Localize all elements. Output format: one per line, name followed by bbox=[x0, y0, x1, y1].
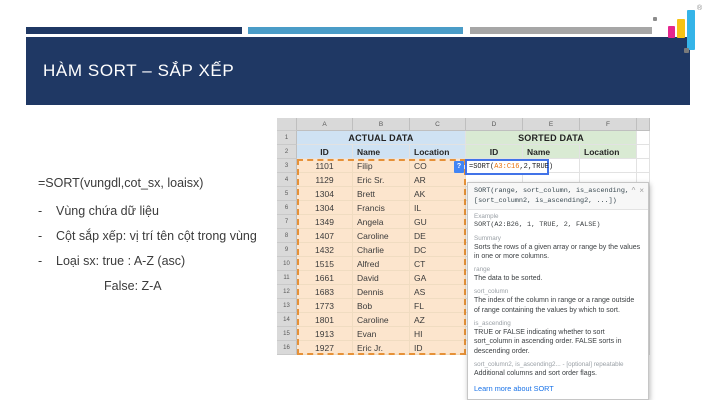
row-number[interactable]: 2 bbox=[277, 145, 297, 159]
tooltip-header bbox=[468, 183, 648, 210]
section-body: TRUE or FALSE indicating whether to sort sort_column in ascending order. FALSE sorts in descending order. bbox=[474, 328, 622, 356]
sheet-cell[interactable]: 1129 bbox=[297, 173, 353, 187]
formula-prefix: =SORT( bbox=[469, 163, 495, 171]
sheet-cell[interactable]: 1661 bbox=[297, 271, 353, 285]
help-section bbox=[468, 210, 648, 232]
sheet-cell[interactable]: 1801 bbox=[297, 313, 353, 327]
row-number[interactable]: 3 bbox=[277, 159, 297, 173]
sheet-cell[interactable]: Dennis bbox=[353, 285, 410, 299]
syntax-line: [sort_column2, is_ascending2, ...]) bbox=[474, 196, 617, 205]
sheet-cell[interactable]: Angela bbox=[353, 215, 410, 229]
sheet-cell[interactable]: DE bbox=[410, 229, 466, 243]
section-body: SORT(A2:B26, 1, TRUE, 2, FALSE) bbox=[474, 221, 601, 230]
row-number[interactable]: 6 bbox=[277, 201, 297, 215]
logo-bar-cyan-icon bbox=[687, 10, 695, 50]
sheet-cell[interactable]: Eric Sr. bbox=[353, 173, 410, 187]
bullet-item bbox=[38, 229, 288, 243]
bullet-dash: - bbox=[38, 254, 43, 268]
sheet-cell[interactable]: 1304 bbox=[297, 201, 353, 215]
row-number[interactable]: 15 bbox=[277, 327, 297, 341]
section-label: is_ascending bbox=[474, 319, 511, 327]
row-number[interactable]: 8 bbox=[277, 229, 297, 243]
field-header[interactable]: Name bbox=[523, 145, 580, 159]
merged-header-sorted[interactable]: SORTED DATA bbox=[466, 131, 637, 145]
sheet-cell[interactable]: 1913 bbox=[297, 327, 353, 341]
sheet-cell[interactable] bbox=[580, 159, 637, 173]
merged-header-actual[interactable]: ACTUAL DATA bbox=[297, 131, 466, 145]
sheet-cell[interactable]: AK bbox=[410, 187, 466, 201]
sheet-row bbox=[277, 145, 650, 159]
accent-bar-blue bbox=[248, 27, 463, 34]
sheet-cell[interactable]: 1773 bbox=[297, 299, 353, 313]
sheet-cell[interactable]: AS bbox=[410, 285, 466, 299]
subnote: False: Z-A bbox=[104, 279, 162, 293]
bullet-item bbox=[38, 254, 288, 268]
sheet-cell[interactable] bbox=[637, 145, 650, 159]
sheet-cell[interactable]: 1349 bbox=[297, 215, 353, 229]
collapse-icon[interactable]: ^ bbox=[631, 186, 636, 195]
help-section bbox=[468, 317, 648, 358]
select-all-corner[interactable] bbox=[277, 118, 297, 131]
row-number[interactable]: 5 bbox=[277, 187, 297, 201]
section-body: Additional columns and sort order flags. bbox=[474, 369, 597, 377]
column-header[interactable]: A bbox=[297, 118, 353, 131]
sheet-cell[interactable]: David bbox=[353, 271, 410, 285]
help-icon[interactable]: ? bbox=[454, 161, 464, 173]
slide-title: HÀM SORT – SẮP XẾP bbox=[43, 61, 235, 80]
syntax-note: =SORT(vungdl,cot_sx, loaisx) bbox=[38, 176, 204, 190]
bullet-text: Loại sx: true : A-Z (asc) bbox=[56, 254, 186, 268]
row-number[interactable]: 10 bbox=[277, 257, 297, 271]
sheet-cell[interactable]: Francis bbox=[353, 201, 410, 215]
syntax-line: SORT(range, sort_column, is_ascending, bbox=[474, 187, 629, 195]
row-number[interactable]: 7 bbox=[277, 215, 297, 229]
field-header[interactable]: ID bbox=[297, 145, 353, 159]
sheet-cell[interactable]: Evan bbox=[353, 327, 410, 341]
sheet-cell[interactable]: Caroline bbox=[353, 313, 410, 327]
row-number[interactable]: 1 bbox=[277, 131, 297, 145]
sheet-cell[interactable]: 1432 bbox=[297, 243, 353, 257]
row-number[interactable]: 13 bbox=[277, 299, 297, 313]
sheet-cell[interactable]: CT bbox=[410, 257, 466, 271]
column-header-row bbox=[277, 118, 650, 131]
sheet-cell[interactable]: Brett bbox=[353, 187, 410, 201]
help-section bbox=[468, 263, 648, 285]
formula-suffix: ,2,TRUE) bbox=[519, 163, 554, 171]
sheet-cell[interactable]: AZ bbox=[410, 313, 466, 327]
sheet-cell[interactable]: ID bbox=[410, 341, 466, 355]
sheet-cell[interactable]: Bob bbox=[353, 299, 410, 313]
sheet-cell[interactable]: 1515 bbox=[297, 257, 353, 271]
field-header[interactable]: Location bbox=[580, 145, 637, 159]
sheet-cell[interactable]: Alfred bbox=[353, 257, 410, 271]
sheet-cell[interactable]: GU bbox=[410, 215, 466, 229]
accent-bar-navy bbox=[26, 27, 242, 34]
section-label: sort_column bbox=[474, 287, 509, 295]
sheet-cell[interactable]: IL bbox=[410, 201, 466, 215]
sheet-cell[interactable]: 1407 bbox=[297, 229, 353, 243]
sheet-cell[interactable]: GA bbox=[410, 271, 466, 285]
learn-more-link[interactable]: Learn more about SORT bbox=[474, 383, 554, 393]
sheet-cell[interactable]: FL bbox=[410, 299, 466, 313]
formula-range: A3:C16 bbox=[494, 163, 520, 171]
sheet-cell[interactable]: Caroline bbox=[353, 229, 410, 243]
row-number[interactable]: 16 bbox=[277, 341, 297, 355]
section-body: The data to be sorted. bbox=[474, 275, 543, 283]
help-section bbox=[468, 285, 648, 317]
sheet-cell[interactable]: AR bbox=[410, 173, 466, 187]
sheet-cell[interactable]: Charlie bbox=[353, 243, 410, 257]
row-number[interactable]: 4 bbox=[277, 173, 297, 187]
column-header[interactable]: D bbox=[466, 118, 523, 131]
accent-bar-gray bbox=[470, 27, 652, 34]
row-number[interactable]: 12 bbox=[277, 285, 297, 299]
column-header[interactable]: B bbox=[353, 118, 410, 131]
title-band bbox=[26, 37, 690, 105]
logo-bar-yellow-icon bbox=[677, 19, 685, 38]
sheet-cell[interactable]: CO bbox=[410, 159, 466, 173]
column-header[interactable]: C bbox=[410, 118, 466, 131]
bullet-text: Vùng chứa dữ liệu bbox=[56, 204, 159, 218]
formula-cell[interactable] bbox=[465, 159, 554, 175]
row-number[interactable]: 9 bbox=[277, 243, 297, 257]
column-header[interactable]: F bbox=[580, 118, 637, 131]
sheet-cell[interactable]: 1304 bbox=[297, 187, 353, 201]
sheet-cell[interactable] bbox=[637, 131, 650, 145]
sheet-cell[interactable] bbox=[637, 159, 650, 173]
function-help-popup bbox=[467, 182, 649, 400]
section-label: range bbox=[474, 266, 491, 274]
close-icon[interactable]: × bbox=[639, 186, 644, 195]
logo-accent-square bbox=[653, 17, 657, 21]
section-label: Summary bbox=[474, 234, 501, 242]
sheet-cell[interactable]: DC bbox=[410, 243, 466, 257]
bullet-dash: - bbox=[38, 229, 43, 243]
bullet-text: Cột sắp xếp: vị trí tên cột trong vùng bbox=[56, 229, 257, 243]
bullet-item bbox=[38, 204, 288, 218]
column-header[interactable]: E bbox=[523, 118, 580, 131]
spreadsheet bbox=[277, 118, 650, 393]
bullet-dash: - bbox=[38, 204, 43, 218]
help-section bbox=[468, 358, 648, 380]
help-section bbox=[468, 232, 648, 264]
section-body: Sorts the rows of a given array or range by the values in one or more columns. bbox=[474, 243, 641, 261]
sheet-cell[interactable]: HI bbox=[410, 327, 466, 341]
sheet-cell[interactable]: Eric Jr. bbox=[353, 341, 410, 355]
column-header-partial bbox=[637, 118, 650, 131]
sheet-row bbox=[277, 131, 650, 145]
registered-trademark-icon: ® bbox=[697, 5, 703, 12]
sheet-cell[interactable]: 1101 bbox=[297, 159, 353, 173]
section-body: The index of the column in range or a range outside of range containing the values by which to sort. bbox=[474, 296, 635, 314]
row-number[interactable]: 14 bbox=[277, 313, 297, 327]
logo-bar-pink-icon bbox=[668, 26, 675, 38]
logo-accent-square-2 bbox=[684, 48, 689, 53]
field-header[interactable]: Name bbox=[353, 145, 410, 159]
section-label: Example bbox=[474, 213, 499, 221]
notes-block bbox=[38, 176, 288, 293]
section-label: sort_column2, is_ascending2... - [optional] repeatable bbox=[474, 360, 624, 368]
field-header[interactable]: ID bbox=[466, 145, 523, 159]
sheet-cell[interactable]: Filip bbox=[353, 159, 410, 173]
field-header[interactable]: Location bbox=[410, 145, 466, 159]
sheet-cell[interactable]: 1927 bbox=[297, 341, 353, 355]
sheet-cell[interactable]: 1683 bbox=[297, 285, 353, 299]
row-number[interactable]: 11 bbox=[277, 271, 297, 285]
